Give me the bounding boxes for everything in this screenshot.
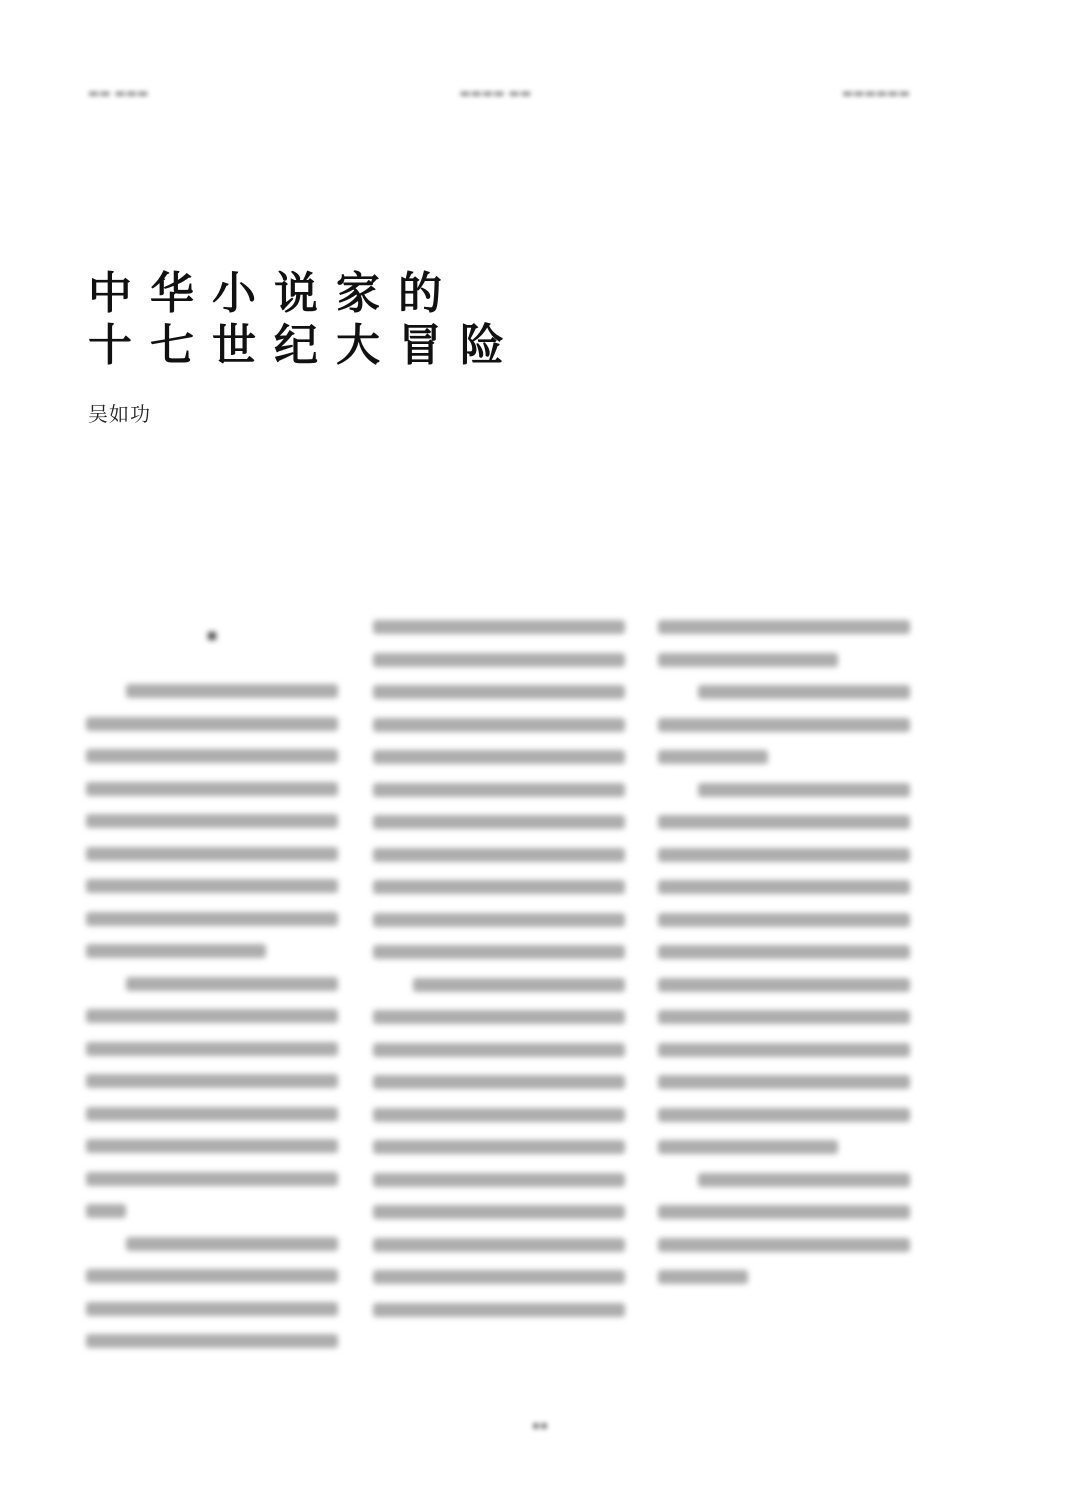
text-line	[373, 848, 625, 862]
text-line	[373, 1043, 625, 1057]
text-line	[373, 880, 625, 894]
text-line	[658, 945, 910, 959]
text-line	[373, 653, 625, 667]
article-author: 吴如功	[88, 402, 151, 426]
text-line	[658, 978, 910, 992]
text-line	[373, 1205, 625, 1219]
text-line	[86, 1042, 338, 1056]
text-line	[86, 782, 338, 796]
body-column-3	[658, 620, 910, 1303]
body-column-2	[373, 620, 625, 1335]
text-line	[86, 1302, 338, 1316]
running-header-center: ▬▬▬▬ ▬▬	[459, 86, 532, 100]
text-line	[373, 750, 625, 764]
text-line	[373, 1303, 625, 1317]
text-line	[658, 913, 910, 927]
text-line	[86, 1204, 126, 1218]
running-header-right: ▬▬▬▬▬▬	[841, 86, 910, 100]
text-line	[86, 847, 338, 861]
text-line	[658, 1108, 910, 1122]
article-title	[88, 268, 522, 372]
text-line	[658, 1010, 910, 1024]
running-header	[88, 84, 910, 102]
text-line	[86, 1269, 338, 1283]
text-line	[86, 1009, 338, 1023]
text-line	[373, 815, 625, 829]
text-line	[658, 653, 838, 667]
text-line	[86, 912, 338, 926]
text-line	[658, 815, 910, 829]
text-line	[86, 1074, 338, 1088]
text-line	[86, 879, 338, 893]
text-line	[658, 1270, 748, 1284]
text-line	[658, 1238, 910, 1252]
text-line	[373, 1140, 625, 1154]
text-line	[658, 1043, 910, 1057]
text-line	[126, 684, 338, 698]
text-line	[373, 1108, 625, 1122]
text-line	[698, 685, 910, 699]
section-number: ▪	[206, 625, 218, 644]
text-line	[658, 620, 910, 634]
text-line	[86, 1334, 338, 1348]
text-line	[86, 814, 338, 828]
running-header-left: ▬▬ ▬▬▬	[88, 86, 149, 100]
text-line	[698, 1173, 910, 1187]
text-line	[658, 1205, 910, 1219]
text-line	[373, 1270, 625, 1284]
text-line	[373, 783, 625, 797]
text-line	[373, 1010, 625, 1024]
text-line	[126, 977, 338, 991]
article-title-line-2: 十七世纪大冒险	[88, 320, 522, 371]
text-line	[373, 1173, 625, 1187]
text-line	[658, 718, 910, 732]
text-line	[373, 718, 625, 732]
text-line	[658, 880, 910, 894]
text-line	[86, 1139, 338, 1153]
text-line	[373, 1075, 625, 1089]
text-line	[373, 945, 625, 959]
body-column-1	[86, 620, 338, 1367]
text-line	[86, 944, 266, 958]
page-number: ▪▪	[531, 1418, 549, 1432]
text-line	[658, 1075, 910, 1089]
text-line	[658, 848, 910, 862]
body-text-columns	[86, 620, 916, 1380]
text-line	[86, 717, 338, 731]
text-line	[413, 978, 625, 992]
text-line	[373, 685, 625, 699]
text-line	[698, 783, 910, 797]
text-line	[658, 1140, 838, 1154]
text-line	[86, 1172, 338, 1186]
text-line	[373, 1238, 625, 1252]
text-line	[373, 913, 625, 927]
text-line	[126, 1237, 338, 1251]
text-line	[86, 1107, 338, 1121]
article-title-line-1: 中华小说家的	[88, 268, 460, 319]
text-line	[86, 749, 338, 763]
text-line	[658, 750, 768, 764]
text-line	[373, 620, 625, 634]
